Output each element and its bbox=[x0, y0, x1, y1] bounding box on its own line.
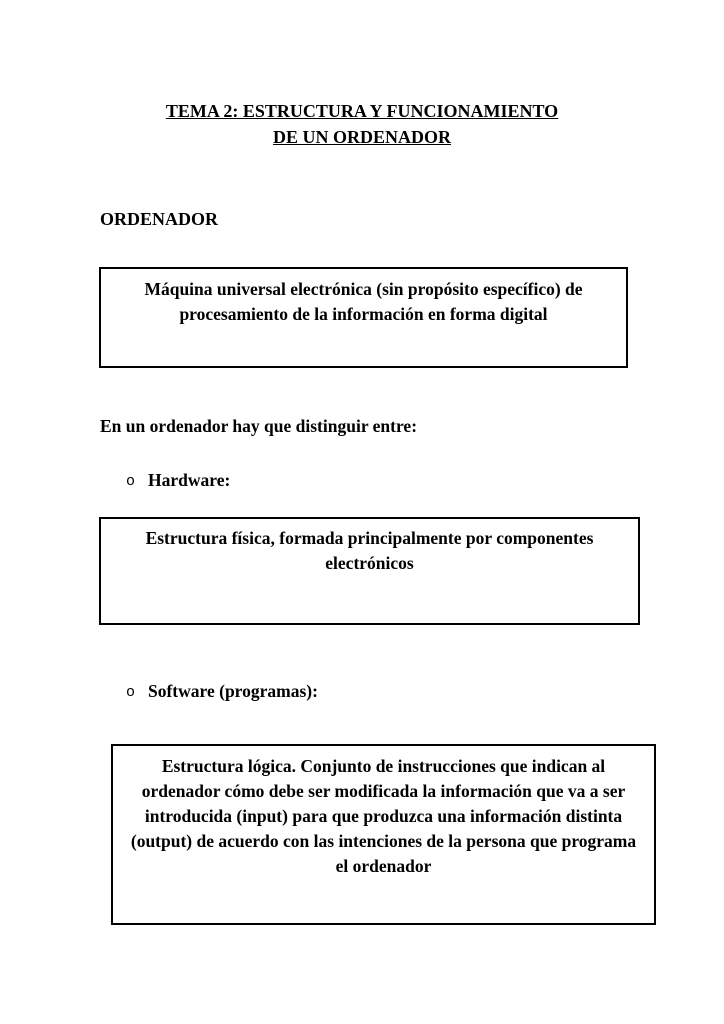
bullet-marker: o bbox=[126, 684, 136, 701]
page-title bbox=[0, 98, 724, 150]
bullet-marker: o bbox=[126, 473, 136, 490]
definition-box-software: Estructura lógica. Conjunto de instrucciones que indican al ordenador cómo debe ser modificada la información que va a ser introducida (input) para que produzca una información distinta (output) de acuerdo con las intenciones de la persona que programa el ordenador bbox=[111, 744, 656, 925]
list-item-software bbox=[126, 681, 318, 704]
list-item-hardware bbox=[126, 470, 230, 493]
definition-box-hardware: Estructura física, formada principalmente por componentes electrónicos bbox=[99, 517, 640, 625]
page-title-line-2: DE UN ORDENADOR bbox=[272, 127, 451, 148]
intro-text: En un ordenador hay que distinguir entre: bbox=[100, 416, 418, 436]
definition-box-ordenador: Máquina universal electrónica (sin propósito específico) de procesamiento de la información en forma digital bbox=[99, 267, 628, 368]
list-item-label: Hardware: bbox=[148, 470, 231, 490]
page-title-line-1: TEMA 2: ESTRUCTURA Y FUNCIONAMIENTO bbox=[165, 101, 559, 122]
section-heading-ordenador: ORDENADOR bbox=[100, 209, 219, 229]
list-item-label: Software (programas): bbox=[148, 681, 318, 701]
